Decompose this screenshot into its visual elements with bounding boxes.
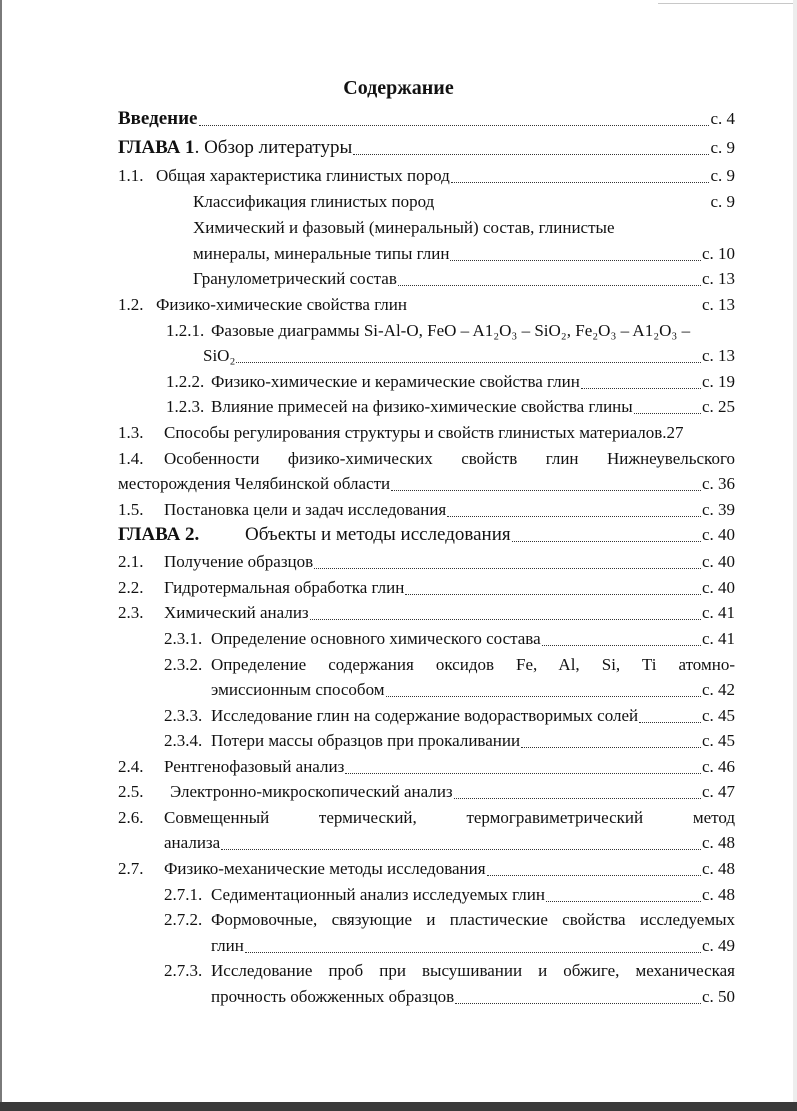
leader-dots <box>386 696 701 697</box>
toc-label: Общая характеристика глинистых пород <box>156 166 450 185</box>
toc-entry-2-3-3[interactable] <box>164 703 735 729</box>
toc-entry-intro[interactable] <box>118 106 735 132</box>
toc-entry-2-3-4[interactable] <box>164 728 735 754</box>
toc-entry-1-4-line1[interactable] <box>118 446 735 472</box>
leader-dots <box>450 260 701 261</box>
toc-entry-1-1[interactable] <box>118 163 735 189</box>
toc-entry-1-2-1-line2[interactable] <box>203 343 735 369</box>
toc-number: 1.2. <box>118 295 144 314</box>
toc-label: SiO₂ <box>203 346 236 365</box>
toc-entry-2-6-line2[interactable] <box>164 830 735 856</box>
toc-page: с. 13 <box>701 295 735 314</box>
toc-number: 2.3.4. <box>164 731 203 750</box>
toc-entry-2-7-2-line1[interactable] <box>164 907 735 933</box>
toc-entry-2-3-1[interactable] <box>164 626 735 652</box>
leader-dots <box>542 645 701 646</box>
toc-label: глин <box>211 936 244 955</box>
toc-page: с. 13 <box>701 269 735 288</box>
toc-label: Получение образцов <box>164 552 314 571</box>
toc-number: 2.3.3. <box>164 706 203 725</box>
toc-entry-1-2[interactable] <box>118 292 735 318</box>
toc-label: Особенности физико-химических свойств глин Нижнеувельского <box>164 449 735 468</box>
toc-page: с. 4 <box>710 109 735 128</box>
toc-page: с. 48 <box>701 833 735 852</box>
leader-dots <box>546 901 701 902</box>
toc-number: 2.2. <box>118 578 144 597</box>
leader-dots <box>199 125 710 126</box>
toc-number: 1.2.1. <box>166 321 205 340</box>
toc-entry-1-1-c[interactable] <box>193 266 735 292</box>
leader-dots <box>455 1003 701 1004</box>
toc-entry-2-7-2-line2[interactable] <box>211 933 735 959</box>
toc-label: прочность обожженных образцов <box>211 987 455 1006</box>
toc-page: с. 47 <box>701 782 735 801</box>
toc-entry-2-3-2-line2[interactable] <box>211 677 735 703</box>
toc-number: 2.7. <box>118 859 144 878</box>
toc-label: Объекты и методы исследования <box>245 524 511 545</box>
toc-entry-2-1[interactable] <box>118 549 735 575</box>
toc-entry-2-7[interactable] <box>118 856 735 882</box>
leader-dots <box>521 747 701 748</box>
toc-entry-2-6-line1[interactable] <box>118 805 735 831</box>
toc-chapter-prefix: ГЛАВА 2. <box>118 524 200 545</box>
toc-page: с. 13 <box>701 346 735 365</box>
toc-label: Гидротермальная обработка глин <box>164 578 405 597</box>
leader-dots <box>245 952 701 953</box>
toc-label: Физико-механические методы исследования <box>164 859 486 878</box>
leader-dots <box>398 285 701 286</box>
leader-dots <box>487 875 701 876</box>
toc-label: эмиссионным способом <box>211 680 385 699</box>
toc-page: с. 39 <box>701 500 735 519</box>
scan-right-edge <box>793 0 797 1111</box>
toc-entry-2-5[interactable] <box>118 779 735 805</box>
toc-page: с. 46 <box>701 757 735 776</box>
toc-entry-1-1-b-line1[interactable] <box>193 215 735 241</box>
toc-entry-chapter-2[interactable] <box>118 522 735 548</box>
scan-top-line <box>658 3 797 4</box>
page-title: Содержание <box>343 77 454 99</box>
toc-entry-2-2[interactable] <box>118 575 735 601</box>
toc-entry-2-3-2-line1[interactable] <box>164 652 735 678</box>
toc-entry-1-2-2[interactable] <box>166 369 735 395</box>
leader-dots <box>345 773 701 774</box>
toc-entry-2-7-1[interactable] <box>164 882 735 908</box>
toc-label: Электронно-микроскопический анализ <box>170 782 453 801</box>
toc-page: с. 40 <box>701 525 735 544</box>
toc-number: 1.5. <box>118 500 144 519</box>
toc-number: 1.2.2. <box>166 372 205 391</box>
toc-entry-1-3[interactable] <box>118 420 735 446</box>
leader-dots <box>639 722 701 723</box>
toc-number: 2.7.3. <box>164 961 203 980</box>
toc-label: Химический анализ <box>164 603 309 622</box>
toc-number: 2.1. <box>118 552 144 571</box>
toc-entry-1-1-a[interactable] <box>193 189 735 215</box>
toc-number: 2.4. <box>118 757 144 776</box>
toc-label: Фазовые диаграммы Si-Al-O, FeO – A1₂O₃ – SiO₂, Fe₂O₃ – A1₂O₃ – <box>211 321 691 340</box>
leader-dots <box>310 619 701 620</box>
leader-dots <box>353 154 709 155</box>
leader-dots <box>221 849 701 850</box>
toc-number: 2.3.2. <box>164 655 203 674</box>
toc-entry-1-4-line2[interactable] <box>118 471 735 497</box>
toc-page: с. 10 <box>701 244 735 263</box>
toc-page: с. 40 <box>701 578 735 597</box>
toc-label: Формовочные, связующие и пластические свойства исследуемых <box>211 910 735 929</box>
toc-page: с. 50 <box>701 987 735 1006</box>
toc-label: анализа <box>164 833 221 852</box>
toc-entry-1-1-b-line2[interactable] <box>193 241 735 267</box>
toc-number: 2.5. <box>118 782 144 801</box>
toc-number: 2.7.2. <box>164 910 203 929</box>
toc-chapter-prefix: ГЛАВА 1 <box>118 137 195 158</box>
toc-number: 2.7.1. <box>164 885 203 904</box>
toc-page: с. 9 <box>710 138 735 157</box>
scan-left-edge <box>0 0 2 1111</box>
toc-number: 1.2.3. <box>166 397 205 416</box>
leader-dots <box>512 541 701 542</box>
toc-label: Гранулометрический состав <box>193 269 397 288</box>
toc-label: . Обзор литературы <box>194 137 353 158</box>
leader-dots <box>405 594 701 595</box>
toc-page: с. 48 <box>701 885 735 904</box>
toc-label: Определение содержания оксидов Fe, Al, Si, Ti атомно- <box>211 655 735 674</box>
toc-number: 2.6. <box>118 808 144 827</box>
toc-number: 1.3. <box>118 423 144 442</box>
toc-label: Физико-химические и керамические свойства глин <box>211 372 580 391</box>
toc-label: Совмещенный термический, термогравиметрический метод <box>164 808 735 827</box>
toc-entry-1-5[interactable] <box>118 497 735 523</box>
toc-page: с. 25 <box>701 397 735 416</box>
toc-label: Седиментационный анализ исследуемых глин <box>211 885 545 904</box>
toc-page: с. 45 <box>701 731 735 750</box>
toc-entry-1-2-3[interactable] <box>166 394 735 420</box>
toc-entry-2-3[interactable] <box>118 600 735 626</box>
toc-label: Классификация глинистых пород <box>193 192 435 211</box>
toc-page: с. 41 <box>701 603 735 622</box>
toc-number: 2.3. <box>118 603 144 622</box>
toc-entry-2-7-3-line1[interactable] <box>164 958 735 984</box>
toc-page: с. 42 <box>701 680 735 699</box>
toc-entry-1-2-1-line1[interactable] <box>166 318 735 344</box>
leader-dots <box>314 568 701 569</box>
toc-label: минералы, минеральные типы глин <box>193 244 450 263</box>
toc-page: с. 19 <box>701 372 735 391</box>
toc-page: с. 40 <box>701 552 735 571</box>
toc-label: Исследование глин на содержание водорастворимых солей <box>211 706 639 725</box>
toc-label: Влияние примесей на физико-химические свойства глины <box>211 397 633 416</box>
toc-label: Постановка цели и задач исследования <box>164 500 447 519</box>
leader-dots <box>581 388 701 389</box>
toc-number: 1.4. <box>118 449 144 468</box>
toc-label: Физико-химические свойства глин <box>156 295 407 314</box>
toc-page: с. 49 <box>701 936 735 955</box>
toc-label: Исследование проб при высушивании и обжиге, механическая <box>211 961 735 980</box>
leader-dots <box>451 182 710 183</box>
leader-dots <box>447 516 701 517</box>
toc-label: Рентгенофазовый анализ <box>164 757 345 776</box>
toc-label: Способы регулирования структуры и свойств глинистых материалов.27 <box>164 423 684 442</box>
leader-dots <box>236 362 701 363</box>
toc-page: с. 41 <box>701 629 735 648</box>
toc-entry-2-7-3-line2[interactable] <box>211 984 735 1010</box>
toc-entry-chapter-1[interactable] <box>118 135 735 161</box>
leader-dots <box>391 490 701 491</box>
toc-page: с. 36 <box>701 474 735 493</box>
toc-page: с. 9 <box>710 192 735 211</box>
toc-label: месторождения Челябинской области <box>118 474 391 493</box>
toc-page: с. 9 <box>710 166 735 185</box>
toc-label: Введение <box>118 108 198 129</box>
toc-number: 1.1. <box>118 166 144 185</box>
leader-dots <box>634 413 701 414</box>
scan-bottom-edge <box>0 1102 797 1111</box>
toc-label: Химический и фазовый (минеральный) состав, глинистые <box>193 218 615 237</box>
toc-page: с. 45 <box>701 706 735 725</box>
toc-label: Определение основного химического состава <box>211 629 541 648</box>
leader-dots <box>454 798 701 799</box>
toc-entry-2-4[interactable] <box>118 754 735 780</box>
toc-label: Потери массы образцов при прокаливании <box>211 731 521 750</box>
toc-number: 2.3.1. <box>164 629 203 648</box>
toc-page: с. 48 <box>701 859 735 878</box>
